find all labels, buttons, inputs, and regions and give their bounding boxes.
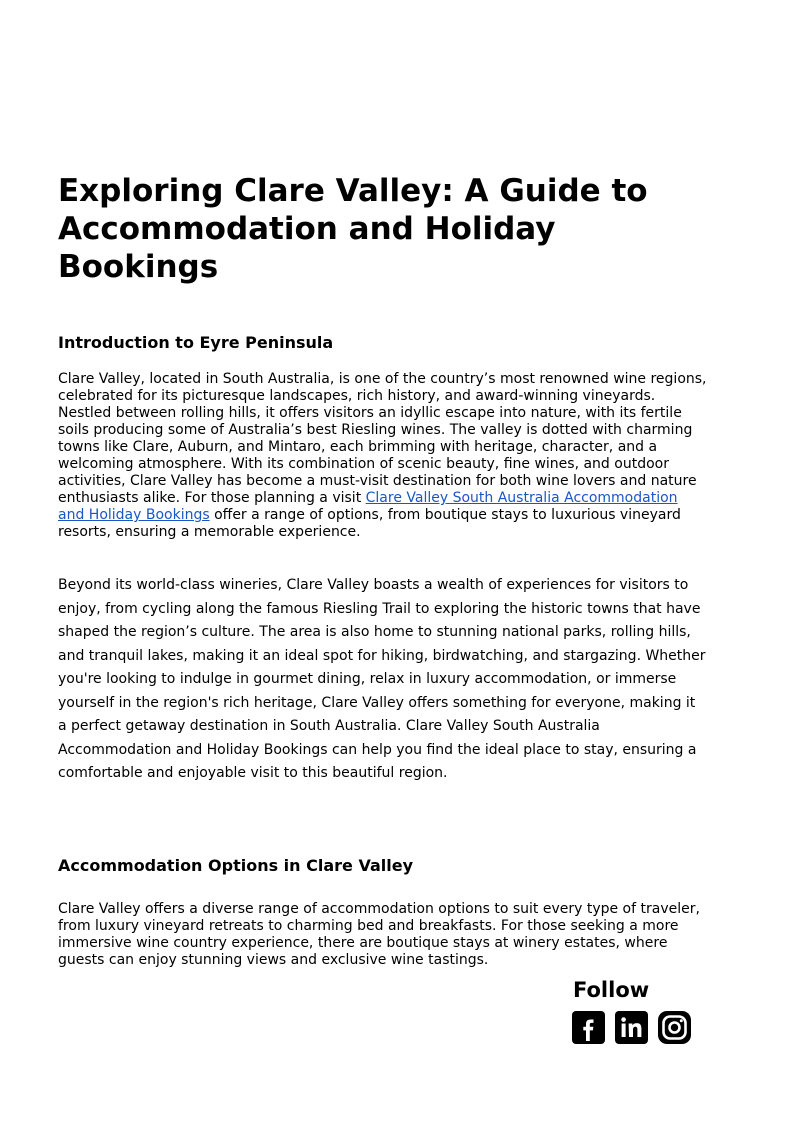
accommodation-paragraph: Clare Valley offers a diverse range of accommodation options to suit every type of traveler, from luxury vineyard retreats to charming bed and breakfasts. For those seeking a more immersive wine country experience, there are boutique stays at winery estates, where guests can enjoy stunning views and exclusive wine tastings. (58, 901, 700, 968)
intro-paragraph-text: Clare Valley, located in South Australia, is one of the country’s most renowned wine regions, celebrated for its picturesque landscapes, rich history, and award-winning vineyards. Nestled between rolling hills, it offers visitors an idyllic escape into nature, with its fertile soils producing some of Australia’s best Riesling wines. The valley is dotted with charming towns like Clare, Auburn, and Mintaro, each brimming with heritage, character, and a welcoming atmosphere. With its combination of scenic beauty, fine wines, and outdoor activities, Clare Valley has become a must-visit destination for both wine lovers and nature enthusiasts alike. For those planning a visit (58, 371, 707, 506)
follow-heading: Follow (573, 978, 650, 1002)
section-heading-accommodation: Accommodation Options in Clare Valley (58, 856, 414, 875)
experiences-paragraph: Beyond its world-class wineries, Clare Valley boasts a wealth of experiences for visitors to enjoy, from cycling along the famous Riesling Trail to exploring the historic towns that have shaped the region’s culture. The area is also home to stunning national parks, rolling hills, and tranquil lakes, making it an ideal spot for hiking, birdwatching, and stargazing. Whether you're looking to indulge in gourmet dining, relax in luxury accommodation, or immerse yourself in the region's rich heritage, Clare Valley offers something for everyone, making it a perfect getaway destination in South Australia. Clare Valley South Australia Accommodation and Holiday Bookings can help you find the ideal place to stay, ensuring a comfortable and enjoyable visit to this beautiful region. (58, 577, 706, 781)
instagram-icon[interactable] (658, 1011, 691, 1044)
page-title: Exploring Clare Valley: A Guide to Accommodation and Holiday Bookings (58, 173, 648, 285)
linkedin-icon[interactable] (615, 1011, 648, 1044)
intro-paragraph-text-end: offer a range of options, from boutique stays to luxurious vineyard resorts, ensuring a memorable experience. (58, 507, 681, 540)
facebook-icon[interactable] (572, 1011, 605, 1044)
section-heading-introduction: Introduction to Eyre Peninsula (58, 333, 334, 352)
intro-paragraph (58, 371, 708, 541)
accommodation-bookings-link[interactable]: Clare Valley South Australia Accommodation and Holiday Bookings (58, 490, 678, 523)
